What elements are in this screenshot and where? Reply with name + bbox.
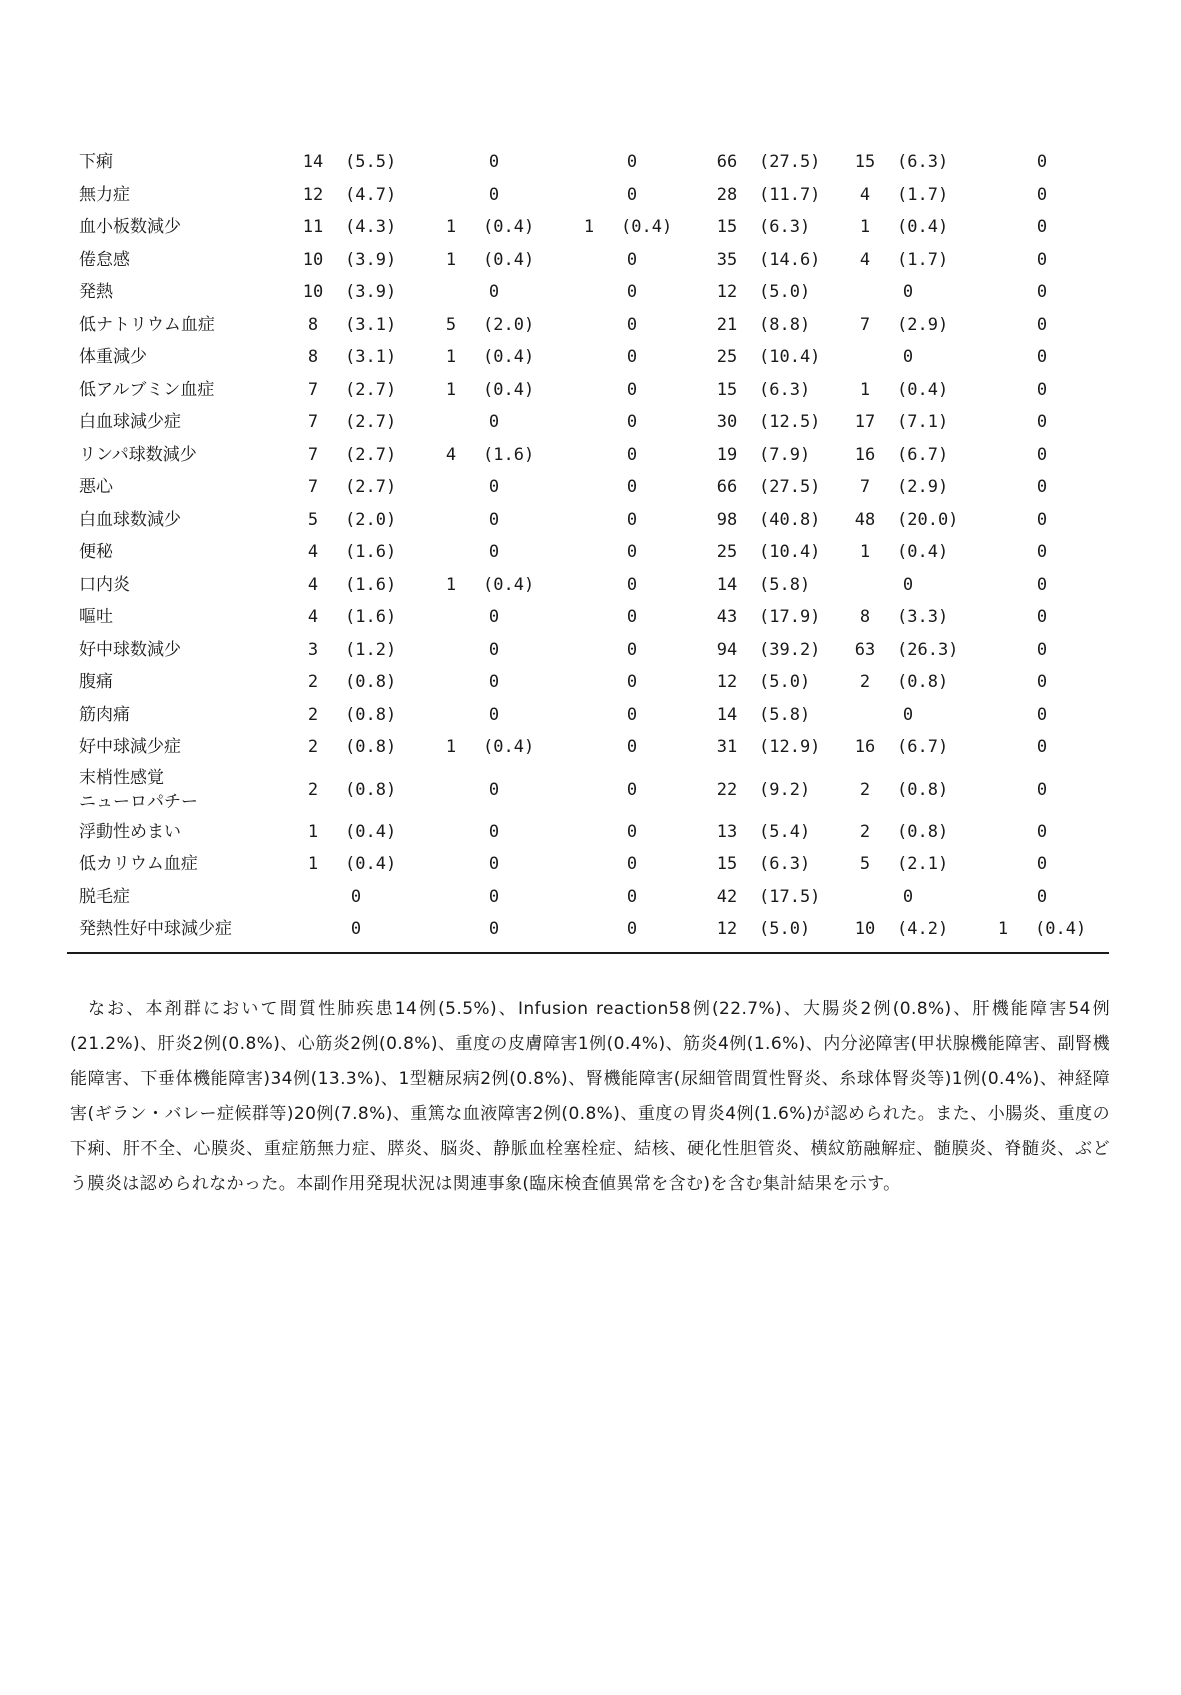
- percent-cell: (0.8): [345, 779, 397, 800]
- table-row: [67, 848, 1107, 881]
- percent-cell: (0.4): [345, 854, 397, 875]
- count-cell: 1: [859, 217, 871, 238]
- percent-cell: (0.4): [483, 737, 535, 758]
- count-cell: 0: [626, 737, 638, 758]
- percent-cell: (4.3): [345, 217, 397, 238]
- count-cell: 0: [1036, 152, 1048, 173]
- count-cell: 5: [859, 854, 871, 875]
- event-name: 発熱性好中球減少症: [79, 919, 232, 940]
- percent-cell: (3.1): [345, 314, 397, 335]
- count-cell: 7: [307, 379, 319, 400]
- count-cell: 14: [716, 704, 738, 725]
- percent-cell: (1.7): [897, 184, 949, 205]
- count-cell: 0: [488, 886, 500, 907]
- table-row: [67, 374, 1107, 407]
- count-cell: 4: [445, 444, 457, 465]
- percent-cell: (0.8): [897, 821, 949, 842]
- count-cell: 0: [902, 704, 914, 725]
- count-cell: 94: [716, 639, 738, 660]
- count-cell: 0: [1036, 886, 1048, 907]
- count-cell: 13: [716, 821, 738, 842]
- count-cell: 0: [902, 347, 914, 368]
- count-cell: 1: [307, 854, 319, 875]
- percent-cell: (0.4): [621, 217, 673, 238]
- adverse-events-table: [67, 146, 1107, 946]
- count-cell: 0: [1036, 574, 1048, 595]
- table-row: [67, 536, 1107, 569]
- event-name: 腹痛: [79, 672, 113, 693]
- count-cell: 1: [445, 379, 457, 400]
- count-cell: 0: [626, 314, 638, 335]
- count-cell: 31: [716, 737, 738, 758]
- table-row: [67, 731, 1107, 764]
- count-cell: 14: [716, 574, 738, 595]
- count-cell: 0: [1036, 379, 1048, 400]
- event-name: 倦怠感: [79, 249, 130, 270]
- count-cell: 1: [445, 217, 457, 238]
- count-cell: 0: [1036, 184, 1048, 205]
- count-cell: 0: [626, 821, 638, 842]
- percent-cell: (6.3): [897, 152, 949, 173]
- percent-cell: (4.2): [897, 919, 949, 940]
- table-row: [67, 211, 1107, 244]
- table-row: [67, 244, 1107, 277]
- percent-cell: (2.1): [897, 854, 949, 875]
- percent-cell: (14.6): [759, 249, 821, 270]
- percent-cell: (39.2): [759, 639, 821, 660]
- table-row: [67, 764, 1107, 816]
- count-cell: 1: [445, 574, 457, 595]
- table-row: [67, 439, 1107, 472]
- percent-cell: (0.4): [483, 249, 535, 270]
- table-row: [67, 504, 1107, 537]
- table-row: [67, 406, 1107, 439]
- table-row: [67, 309, 1107, 342]
- percent-cell: (6.3): [759, 854, 811, 875]
- count-cell: 1: [307, 821, 319, 842]
- percent-cell: (0.4): [897, 379, 949, 400]
- count-cell: 0: [1036, 639, 1048, 660]
- count-cell: 2: [859, 821, 871, 842]
- count-cell: 12: [716, 282, 738, 303]
- event-name: 嘔吐: [79, 607, 113, 628]
- percent-cell: (5.0): [759, 672, 811, 693]
- count-cell: 0: [488, 821, 500, 842]
- count-cell: 10: [302, 282, 324, 303]
- count-cell: 0: [626, 886, 638, 907]
- count-cell: 0: [626, 607, 638, 628]
- count-cell: 0: [626, 639, 638, 660]
- count-cell: 4: [307, 542, 319, 563]
- percent-cell: (0.8): [897, 779, 949, 800]
- count-cell: 0: [488, 152, 500, 173]
- count-cell: 0: [488, 542, 500, 563]
- count-cell: 4: [859, 184, 871, 205]
- count-cell: 0: [1036, 672, 1048, 693]
- count-cell: 0: [1036, 217, 1048, 238]
- percent-cell: (3.3): [897, 607, 949, 628]
- percent-cell: (5.5): [345, 152, 397, 173]
- count-cell: 66: [716, 152, 738, 173]
- table-row: [67, 179, 1107, 212]
- percent-cell: (9.2): [759, 779, 811, 800]
- event-name: 体重減少: [79, 347, 147, 368]
- count-cell: 0: [488, 779, 500, 800]
- event-name: 血小板数減少: [79, 217, 181, 238]
- table-row: [67, 146, 1107, 179]
- percent-cell: (6.7): [897, 737, 949, 758]
- count-cell: 0: [1036, 347, 1048, 368]
- count-cell: 0: [488, 282, 500, 303]
- count-cell: 0: [488, 184, 500, 205]
- count-cell: 0: [1036, 509, 1048, 530]
- table-row: [67, 341, 1107, 374]
- count-cell: 7: [859, 477, 871, 498]
- count-cell: 2: [307, 779, 319, 800]
- count-cell: 1: [859, 379, 871, 400]
- count-cell: 2: [859, 779, 871, 800]
- percent-cell: (0.4): [345, 821, 397, 842]
- event-name: 無力症: [79, 184, 130, 205]
- table-bottom-rule: [67, 952, 1109, 954]
- count-cell: 15: [716, 217, 738, 238]
- percent-cell: (5.8): [759, 574, 811, 595]
- event-name: 下痢: [79, 152, 113, 173]
- percent-cell: (4.7): [345, 184, 397, 205]
- percent-cell: (0.8): [345, 672, 397, 693]
- count-cell: 0: [626, 379, 638, 400]
- count-cell: 19: [716, 444, 738, 465]
- count-cell: 42: [716, 886, 738, 907]
- count-cell: 0: [626, 152, 638, 173]
- percent-cell: (8.8): [759, 314, 811, 335]
- count-cell: 25: [716, 542, 738, 563]
- percent-cell: (10.4): [759, 347, 821, 368]
- percent-cell: (1.6): [483, 444, 535, 465]
- percent-cell: (7.1): [897, 412, 949, 433]
- percent-cell: (1.7): [897, 249, 949, 270]
- percent-cell: (0.8): [345, 704, 397, 725]
- percent-cell: (0.4): [483, 217, 535, 238]
- count-cell: 0: [902, 574, 914, 595]
- count-cell: 0: [626, 509, 638, 530]
- count-cell: 43: [716, 607, 738, 628]
- count-cell: 5: [445, 314, 457, 335]
- percent-cell: (2.0): [345, 509, 397, 530]
- count-cell: 0: [1036, 282, 1048, 303]
- count-cell: 8: [307, 347, 319, 368]
- event-name: 浮動性めまい: [79, 821, 181, 842]
- count-cell: 63: [854, 639, 876, 660]
- percent-cell: (5.4): [759, 821, 811, 842]
- table-row: [67, 666, 1107, 699]
- count-cell: 1: [997, 919, 1009, 940]
- count-cell: 0: [488, 412, 500, 433]
- count-cell: 0: [626, 779, 638, 800]
- count-cell: 0: [1036, 821, 1048, 842]
- event-name: 筋肉痛: [79, 704, 130, 725]
- count-cell: 2: [307, 737, 319, 758]
- percent-cell: (0.4): [897, 542, 949, 563]
- count-cell: 30: [716, 412, 738, 433]
- percent-cell: (5.0): [759, 919, 811, 940]
- count-cell: 0: [626, 412, 638, 433]
- count-cell: 22: [716, 779, 738, 800]
- count-cell: 0: [1036, 607, 1048, 628]
- count-cell: 0: [488, 854, 500, 875]
- percent-cell: (2.9): [897, 477, 949, 498]
- count-cell: 0: [1036, 854, 1048, 875]
- table-row: [67, 276, 1107, 309]
- count-cell: 3: [307, 639, 319, 660]
- count-cell: 0: [1036, 249, 1048, 270]
- percent-cell: (2.7): [345, 412, 397, 433]
- event-name: 発熱: [79, 282, 113, 303]
- count-cell: 98: [716, 509, 738, 530]
- percent-cell: (17.9): [759, 607, 821, 628]
- footnote-paragraph: なお、本剤群において間質性肺疾患14例(5.5%)、Infusion reaction58例(22.7%)、大腸炎2例(0.8%)、肝機能障害54例(21.2%)、肝炎2例(0.8%)、心筋炎2例(0.8%)、重度の皮膚障害1例(0.4%)、筋炎4例(1.6%)、内分泌障害(甲状腺機能障害、副腎機能障害、下垂体機能障害)34例(13.3%)、1型糖尿病2例(0.8%)、腎機能障害(尿細管間質性腎炎、糸球体腎炎等)1例(0.4%)、神経障害(ギラン・バレー症候群等)20例(7.8%)、重篤な血液障害2例(0.8%)、重度の胃炎4例(1.6%)が認められた。また、小腸炎、重度の下痢、肝不全、心膜炎、重症筋無力症、膵炎、脳炎、静脈血栓塞栓症、結核、硬化性胆管炎、横紋筋融解症、髄膜炎、脊髄炎、ぶどう膜炎は認められなかった。本副作用発現状況は関連事象(臨床検査値異常を含む)を含む集計結果を示す。: [70, 999, 1110, 1194]
- event-name: 低カリウム血症: [79, 854, 198, 875]
- count-cell: 0: [1036, 737, 1048, 758]
- count-cell: 2: [859, 672, 871, 693]
- count-cell: 0: [626, 282, 638, 303]
- count-cell: 4: [307, 607, 319, 628]
- count-cell: 0: [626, 854, 638, 875]
- count-cell: 35: [716, 249, 738, 270]
- table-row: [67, 881, 1107, 914]
- count-cell: 0: [626, 477, 638, 498]
- count-cell: 15: [716, 379, 738, 400]
- percent-cell: (27.5): [759, 477, 821, 498]
- count-cell: 0: [488, 509, 500, 530]
- percent-cell: (40.8): [759, 509, 821, 530]
- count-cell: 0: [626, 672, 638, 693]
- percent-cell: (7.9): [759, 444, 811, 465]
- event-name: 脱毛症: [79, 886, 130, 907]
- count-cell: 0: [626, 704, 638, 725]
- table-row: [67, 569, 1107, 602]
- percent-cell: (26.3): [897, 639, 959, 660]
- count-cell: 10: [854, 919, 876, 940]
- count-cell: 0: [626, 347, 638, 368]
- percent-cell: (6.7): [897, 444, 949, 465]
- count-cell: 17: [854, 412, 876, 433]
- count-cell: 1: [859, 542, 871, 563]
- percent-cell: (17.5): [759, 886, 821, 907]
- event-name: 口内炎: [79, 574, 130, 595]
- count-cell: 12: [716, 919, 738, 940]
- table-row: [67, 471, 1107, 504]
- event-name: 便秘: [79, 542, 113, 563]
- count-cell: 0: [488, 477, 500, 498]
- count-cell: 14: [302, 152, 324, 173]
- event-name: 末梢性感覚 ニューロパチー: [79, 767, 198, 812]
- count-cell: 0: [1036, 704, 1048, 725]
- count-cell: 1: [445, 347, 457, 368]
- count-cell: 1: [445, 737, 457, 758]
- count-cell: 0: [626, 919, 638, 940]
- percent-cell: (11.7): [759, 184, 821, 205]
- count-cell: 0: [488, 919, 500, 940]
- percent-cell: (10.4): [759, 542, 821, 563]
- count-cell: 16: [854, 737, 876, 758]
- count-cell: 12: [302, 184, 324, 205]
- percent-cell: (3.9): [345, 282, 397, 303]
- count-cell: 7: [859, 314, 871, 335]
- count-cell: 0: [626, 574, 638, 595]
- percent-cell: (3.9): [345, 249, 397, 270]
- count-cell: 0: [1036, 314, 1048, 335]
- percent-cell: (0.8): [897, 672, 949, 693]
- percent-cell: (0.4): [1035, 919, 1087, 940]
- table-row: [67, 913, 1107, 946]
- count-cell: 1: [583, 217, 595, 238]
- percent-cell: (0.4): [483, 574, 535, 595]
- count-cell: 0: [1036, 779, 1048, 800]
- percent-cell: (2.9): [897, 314, 949, 335]
- count-cell: 4: [859, 249, 871, 270]
- count-cell: 0: [488, 704, 500, 725]
- count-cell: 7: [307, 412, 319, 433]
- count-cell: 0: [488, 672, 500, 693]
- percent-cell: (20.0): [897, 509, 959, 530]
- percent-cell: (0.4): [483, 379, 535, 400]
- table-row: [67, 601, 1107, 634]
- count-cell: 0: [626, 249, 638, 270]
- count-cell: 21: [716, 314, 738, 335]
- percent-cell: (0.4): [897, 217, 949, 238]
- percent-cell: (0.8): [345, 737, 397, 758]
- percent-cell: (27.5): [759, 152, 821, 173]
- count-cell: 0: [350, 886, 362, 907]
- event-name: 低アルブミン血症: [79, 379, 215, 400]
- event-name: 好中球減少症: [79, 737, 181, 758]
- table-row: [67, 699, 1107, 732]
- count-cell: 15: [854, 152, 876, 173]
- percent-cell: (1.6): [345, 542, 397, 563]
- count-cell: 2: [307, 704, 319, 725]
- count-cell: 0: [626, 444, 638, 465]
- percent-cell: (1.2): [345, 639, 397, 660]
- event-name: 白血球減少症: [79, 412, 181, 433]
- percent-cell: (2.7): [345, 444, 397, 465]
- count-cell: 66: [716, 477, 738, 498]
- percent-cell: (2.0): [483, 314, 535, 335]
- percent-cell: (12.9): [759, 737, 821, 758]
- count-cell: 2: [307, 672, 319, 693]
- count-cell: 12: [716, 672, 738, 693]
- percent-cell: (6.3): [759, 217, 811, 238]
- count-cell: 0: [488, 639, 500, 660]
- count-cell: 11: [302, 217, 324, 238]
- count-cell: 7: [307, 477, 319, 498]
- count-cell: 8: [307, 314, 319, 335]
- count-cell: 16: [854, 444, 876, 465]
- percent-cell: (1.6): [345, 607, 397, 628]
- count-cell: 5: [307, 509, 319, 530]
- count-cell: 0: [626, 542, 638, 563]
- count-cell: 4: [307, 574, 319, 595]
- table-body: [67, 146, 1107, 946]
- event-name: 悪心: [79, 477, 113, 498]
- percent-cell: (5.8): [759, 704, 811, 725]
- percent-cell: (5.0): [759, 282, 811, 303]
- event-name: 白血球数減少: [79, 509, 181, 530]
- count-cell: 0: [626, 184, 638, 205]
- percent-cell: (6.3): [759, 379, 811, 400]
- count-cell: 28: [716, 184, 738, 205]
- count-cell: 7: [307, 444, 319, 465]
- percent-cell: (0.4): [483, 347, 535, 368]
- count-cell: 1: [445, 249, 457, 270]
- table-row: [67, 634, 1107, 667]
- count-cell: 0: [350, 919, 362, 940]
- percent-cell: (1.6): [345, 574, 397, 595]
- count-cell: 8: [859, 607, 871, 628]
- event-name: 低ナトリウム血症: [79, 314, 215, 335]
- count-cell: 25: [716, 347, 738, 368]
- percent-cell: (3.1): [345, 347, 397, 368]
- count-cell: 48: [854, 509, 876, 530]
- table-row: [67, 816, 1107, 849]
- count-cell: 0: [488, 607, 500, 628]
- count-cell: 15: [716, 854, 738, 875]
- percent-cell: (2.7): [345, 379, 397, 400]
- count-cell: 0: [1036, 444, 1048, 465]
- event-name: 好中球数減少: [79, 639, 181, 660]
- percent-cell: (2.7): [345, 477, 397, 498]
- count-cell: 0: [902, 886, 914, 907]
- event-name: リンパ球数減少: [79, 444, 197, 465]
- count-cell: 0: [1036, 542, 1048, 563]
- count-cell: 0: [902, 282, 914, 303]
- percent-cell: (12.5): [759, 412, 821, 433]
- count-cell: 0: [1036, 477, 1048, 498]
- count-cell: 0: [1036, 412, 1048, 433]
- count-cell: 10: [302, 249, 324, 270]
